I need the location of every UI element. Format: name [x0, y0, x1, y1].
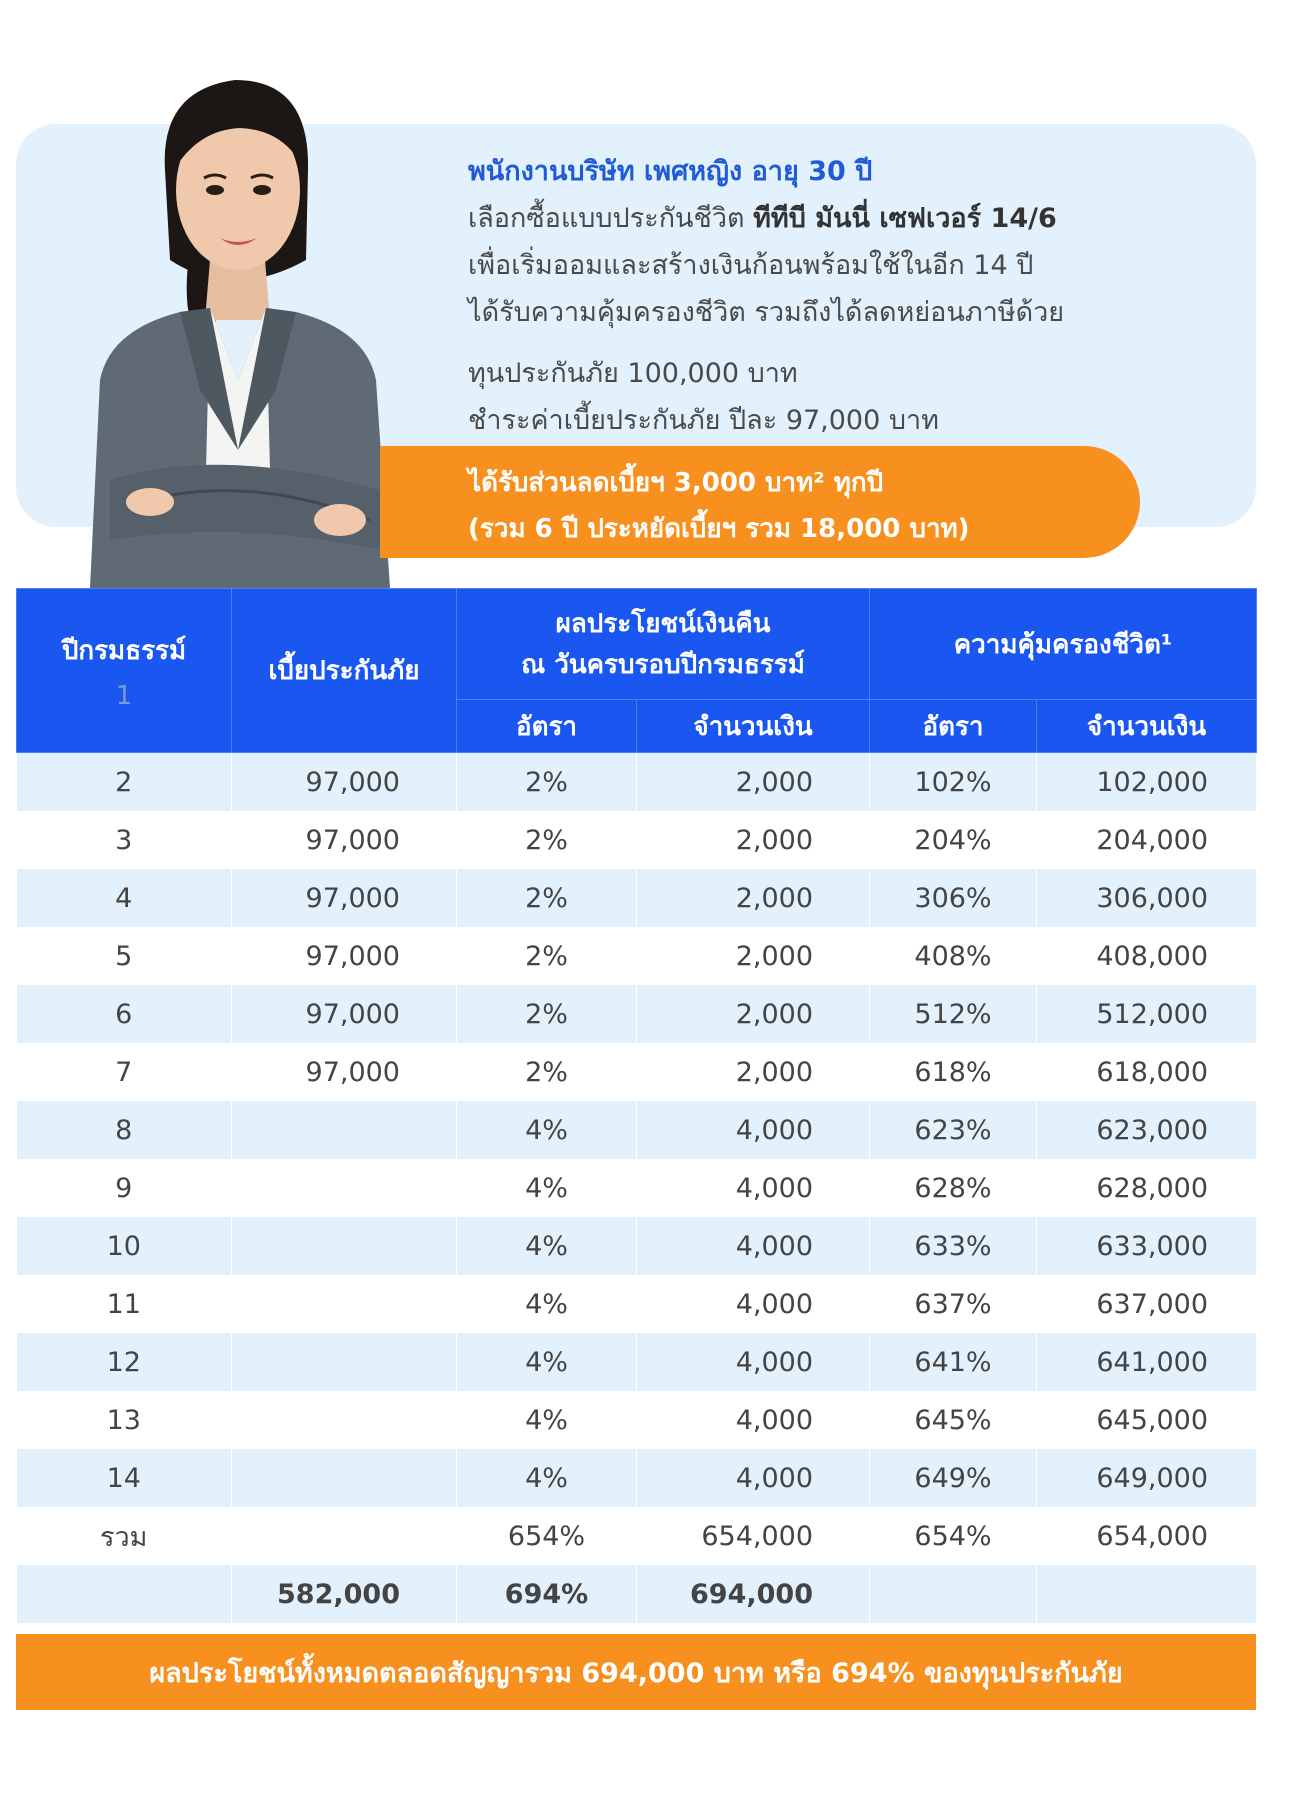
annual-premium-text: ชำระค่าเบี้ยประกันภัย ปีละ 97,000 บาท: [468, 405, 939, 436]
cell-coverage-rate: 645%: [870, 1391, 1037, 1449]
cell-year: 7: [17, 1043, 232, 1101]
cell-coverage-rate: 633%: [870, 1217, 1037, 1275]
cell-premium: [232, 1449, 457, 1507]
cell-premium: [232, 1101, 457, 1159]
header-premium: เบี้ยประกันภัย: [232, 589, 457, 753]
header-policy-year: [17, 589, 232, 753]
cell-premium: 97,000: [232, 985, 457, 1043]
discount-line-2: (รวม 6 ปี ประหยัดเบี้ยฯ รวม 18,000 บาท): [468, 514, 970, 544]
cell-premium: 97,000: [232, 1043, 457, 1101]
table-row: [17, 1275, 1257, 1333]
cell-cashback-amount: 2,000: [637, 1043, 870, 1101]
cell-coverage-rate: 512%: [870, 985, 1037, 1043]
header-cashback: [457, 589, 870, 700]
cell-premium: [232, 1275, 457, 1333]
header-cashback-rate: อัตรา: [457, 700, 637, 753]
cell-coverage-amount: 645,000: [1037, 1391, 1257, 1449]
cell-cashback-amount: 654,000: [637, 1507, 870, 1565]
cell-coverage-rate: 637%: [870, 1275, 1037, 1333]
cell-year: รวม: [17, 1507, 232, 1565]
cell-coverage-amount: 512,000: [1037, 985, 1257, 1043]
cell-year: 8: [17, 1101, 232, 1159]
cell-year: [17, 1565, 232, 1623]
cell-coverage-rate: 649%: [870, 1449, 1037, 1507]
cell-year: 4: [17, 869, 232, 927]
cell-cashback-amount: 4,000: [637, 1333, 870, 1391]
cell-cashback-amount: 2,000: [637, 753, 870, 812]
cell-cashback-amount: 4,000: [637, 1101, 870, 1159]
cell-premium: [232, 1391, 457, 1449]
cell-year: 6: [17, 985, 232, 1043]
table-row: [17, 1391, 1257, 1449]
product-name: ทีทีบี มันนี่ เซฟเวอร์ 14/6: [753, 203, 1057, 234]
header-coverage-amount: จำนวนเงิน: [1037, 700, 1257, 753]
cell-cashback-amount: 2,000: [637, 811, 870, 869]
header-coverage-rate: อัตรา: [870, 700, 1037, 753]
table-row: [17, 1101, 1257, 1159]
cell-cashback-rate: 4%: [457, 1101, 637, 1159]
product-line-prefix: เลือกซื้อแบบประกันชีวิต: [468, 203, 754, 234]
profile-goal-line: เพื่อเริ่มออมและสร้างเงินก้อนพร้อมใช้ในอีก 14 ปี: [468, 250, 1034, 281]
cell-coverage-amount: 649,000: [1037, 1449, 1257, 1507]
cell-cashback-amount: 4,000: [637, 1275, 870, 1333]
cell-coverage-rate: 102%: [870, 753, 1037, 812]
cell-premium: [232, 1217, 457, 1275]
header-cashback-amount: จำนวนเงิน: [637, 700, 870, 753]
table-row: [17, 1449, 1257, 1507]
cell-cashback-amount: 4,000: [637, 1449, 870, 1507]
cell-coverage-amount: 204,000: [1037, 811, 1257, 869]
table-row: [17, 1217, 1257, 1275]
table-row: [17, 1159, 1257, 1217]
cell-cashback-rate: 2%: [457, 869, 637, 927]
cell-year: 14: [17, 1449, 232, 1507]
cell-cashback-amount: 2,000: [637, 869, 870, 927]
cell-cashback-rate: 2%: [457, 1043, 637, 1101]
benefit-table: [16, 588, 1257, 1623]
cell-premium: [232, 1507, 457, 1565]
cell-coverage-rate: 623%: [870, 1101, 1037, 1159]
cell-coverage-rate: 306%: [870, 869, 1037, 927]
profile-benefit-line: ได้รับความคุ้มครองชีวิต รวมถึงได้ลดหย่อนภาษีด้วย: [468, 297, 1065, 328]
sum-assured-text: ทุนประกันภัย 100,000 บาท: [468, 358, 798, 389]
cell-cashback-rate: 4%: [457, 1217, 637, 1275]
cell-year: 10: [17, 1217, 232, 1275]
cell-premium: 97,000: [232, 753, 457, 812]
discount-line-1: ได้รับส่วนลดเบี้ยฯ 3,000 บาท² ทุกปี: [468, 468, 884, 498]
header-cashback-line2: ณ วันครบรอบปีกรมธรรม์: [521, 650, 805, 680]
cell-coverage-amount: 623,000: [1037, 1101, 1257, 1159]
cell-year: 12: [17, 1333, 232, 1391]
cell-year: 5: [17, 927, 232, 985]
cell-cashback-rate: 4%: [457, 1449, 637, 1507]
cell-premium: [232, 1333, 457, 1391]
cell-premium: [232, 1159, 457, 1217]
first-year-label: 1: [115, 681, 133, 711]
cell-cashback-amount: 2,000: [637, 927, 870, 985]
businesswoman-photo: [70, 50, 410, 588]
cell-cashback-rate: 4%: [457, 1333, 637, 1391]
cell-coverage-amount: 633,000: [1037, 1217, 1257, 1275]
cell-coverage-amount: 637,000: [1037, 1275, 1257, 1333]
cell-coverage-rate: 408%: [870, 927, 1037, 985]
cell-cashback-rate: 4%: [457, 1275, 637, 1333]
cell-year: 2: [17, 753, 232, 812]
cell-coverage-amount: 654,000: [1037, 1507, 1257, 1565]
cell-coverage-amount: 641,000: [1037, 1333, 1257, 1391]
cell-year: 9: [17, 1159, 232, 1217]
cell-cashback-rate: 2%: [457, 927, 637, 985]
cell-coverage-amount: 628,000: [1037, 1159, 1257, 1217]
table-row-total: [17, 1507, 1257, 1565]
table-row: [17, 869, 1257, 927]
cell-premium: 97,000: [232, 811, 457, 869]
cell-coverage-amount: 618,000: [1037, 1043, 1257, 1101]
cell-premium: 97,000: [232, 869, 457, 927]
table-row: [17, 1043, 1257, 1101]
cell-coverage-amount: 102,000: [1037, 753, 1257, 812]
table-row: [17, 1333, 1257, 1391]
cell-year: 3: [17, 811, 232, 869]
cell-cashback-rate: 654%: [457, 1507, 637, 1565]
summary-banner: ผลประโยชน์ทั้งหมดตลอดสัญญารวม 694,000 บาท หรือ 694% ของทุนประกันภัย: [16, 1634, 1256, 1710]
cell-coverage-rate: [870, 1565, 1037, 1623]
cell-cashback-rate: 2%: [457, 811, 637, 869]
profile-info: [468, 148, 1228, 444]
table-row-grand-total: [17, 1565, 1257, 1623]
table-row: [17, 985, 1257, 1043]
cell-coverage-rate: 628%: [870, 1159, 1037, 1217]
cell-total-cashback-rate: 694%: [457, 1565, 637, 1623]
table-row: [17, 753, 1257, 812]
header-coverage: ความคุ้มครองชีวิต¹: [870, 589, 1257, 700]
cell-coverage-amount: 306,000: [1037, 869, 1257, 927]
cell-total-cashback-amount: 694,000: [637, 1565, 870, 1623]
cell-cashback-rate: 4%: [457, 1391, 637, 1449]
header-cashback-line1: ผลประโยชน์เงินคืน: [555, 609, 771, 639]
cell-year: 11: [17, 1275, 232, 1333]
cell-premium: 97,000: [232, 927, 457, 985]
cell-cashback-rate: 2%: [457, 985, 637, 1043]
cell-cashback-rate: 4%: [457, 1159, 637, 1217]
cell-coverage-rate: 654%: [870, 1507, 1037, 1565]
table-row: [17, 811, 1257, 869]
cell-coverage-amount: 408,000: [1037, 927, 1257, 985]
cell-cashback-amount: 4,000: [637, 1217, 870, 1275]
discount-banner: [380, 446, 1140, 558]
cell-coverage-amount: [1037, 1565, 1257, 1623]
cell-coverage-rate: 204%: [870, 811, 1037, 869]
table-row: [17, 927, 1257, 985]
profile-headline: พนักงานบริษัท เพศหญิง อายุ 30 ปี: [468, 156, 873, 187]
cell-cashback-amount: 2,000: [637, 985, 870, 1043]
cell-year: 13: [17, 1391, 232, 1449]
cell-cashback-amount: 4,000: [637, 1159, 870, 1217]
header-policy-year-label: ปีกรมธรรม์: [61, 636, 187, 666]
cell-coverage-rate: 641%: [870, 1333, 1037, 1391]
cell-cashback-amount: 4,000: [637, 1391, 870, 1449]
profile-product-line: [468, 195, 1228, 242]
cell-coverage-rate: 618%: [870, 1043, 1037, 1101]
cell-cashback-rate: 2%: [457, 753, 637, 812]
cell-total-premium: 582,000: [232, 1565, 457, 1623]
